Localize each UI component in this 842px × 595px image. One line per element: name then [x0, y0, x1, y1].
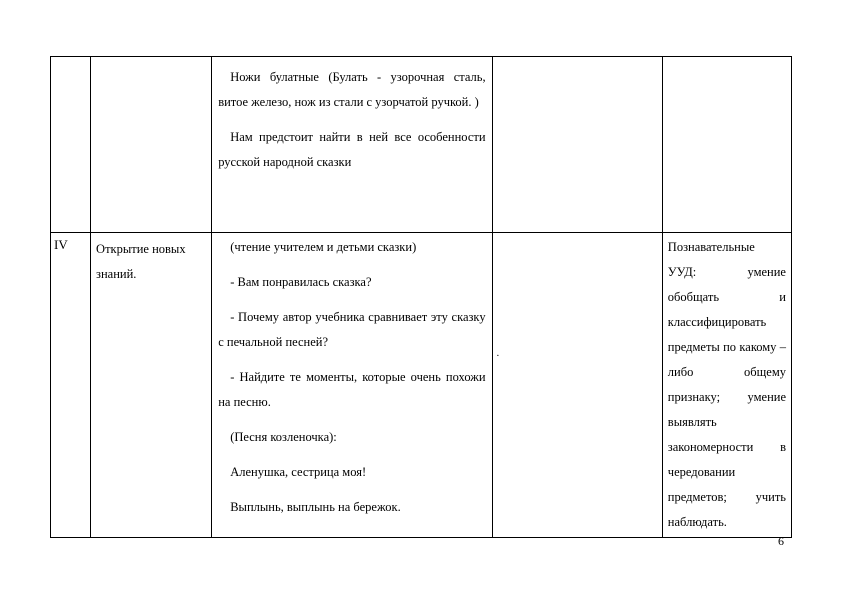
content-paragraph: (чтение учителем и детьми сказки) [230, 240, 417, 254]
lesson-plan-table [50, 56, 792, 538]
stage-name-cell [91, 233, 212, 538]
content-paragraph: - Найдите те моменты, которые очень похожи на песню. [218, 370, 486, 409]
stage-name-cell [91, 57, 212, 233]
content-paragraph: Нам предстоит найти в ней все особенности русской народной сказки [218, 130, 486, 169]
uud-text: Познавательные УУД: умение обобщать и классифицировать предметы по какому – либо общему признаку; умение выявлять закономерности в чередовании предметов; учить наблюдать. [667, 240, 786, 529]
content-paragraph: Аленушка, сестрица моя! [230, 465, 367, 479]
stage-number-cell [51, 57, 91, 233]
stage-name: Открытие новых знаний. [96, 242, 186, 281]
content-paragraph: - Почему автор учебника сравнивает эту сказку с печальной песней? [218, 310, 486, 349]
teacher-activity-cell [212, 57, 492, 233]
teacher-activity-cell [212, 233, 492, 538]
stage-number: IV [54, 237, 68, 252]
page-number: 6 [778, 534, 784, 548]
student-activity-cell [492, 233, 662, 538]
content-paragraph: Выплынь, выплынь на бережок. [230, 500, 401, 514]
table-row [51, 57, 792, 233]
uud-cell [662, 57, 791, 233]
content-paragraph: - Вам понравилась сказка? [230, 275, 372, 289]
stage-number-cell [51, 233, 91, 538]
content-paragraph: Ножи булатные (Булать - узорочная сталь, витое железо, нож из стали с узорчатой ручкой. ) [218, 70, 486, 109]
uud-cell [662, 233, 791, 538]
student-activity-cell [492, 57, 662, 233]
student-activity-mark: . [496, 348, 500, 359]
content-paragraph: (Песня козленочка): [230, 430, 337, 444]
table-row [51, 233, 792, 538]
